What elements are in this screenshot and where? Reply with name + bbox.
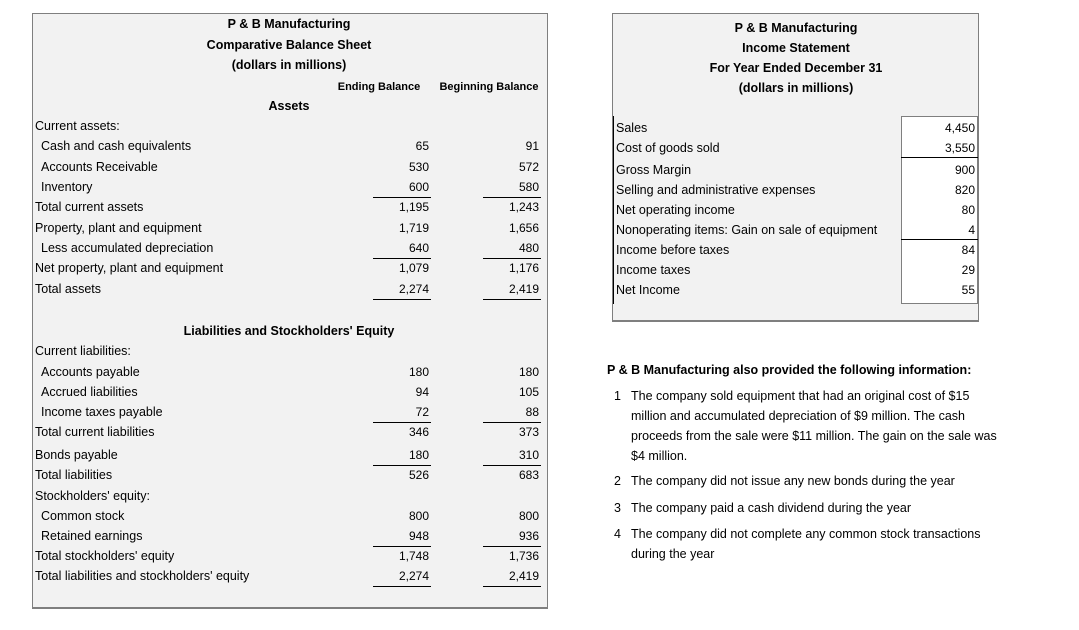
is-row-value: 80 (961, 203, 975, 217)
cell-begin: 2,419 (508, 282, 539, 296)
is-row-value: 4 (968, 223, 975, 237)
is-row-label: Income taxes (616, 263, 691, 277)
is-rule (901, 239, 978, 240)
subtotal-rule (373, 422, 431, 423)
row-label: Total stockholders' equity (35, 549, 175, 563)
subtotal-rule (483, 197, 541, 198)
cell-end: 180 (408, 448, 429, 462)
info-heading: P & B Manufacturing also provided the following information: (607, 363, 972, 377)
info-item-number: 3 (614, 501, 621, 515)
cell-begin: 105 (518, 385, 539, 399)
row-label: Total liabilities (35, 468, 113, 482)
cell-end: 526 (408, 468, 429, 482)
cell-begin: 572 (518, 160, 539, 174)
liabilities-header: Liabilities and Stockholders' Equity (183, 324, 395, 338)
current-liabilities-label: Current liabilities: (35, 344, 131, 358)
subtotal-rule (483, 422, 541, 423)
is-row-value: 820 (954, 183, 975, 197)
row-label: Accrued liabilities (41, 385, 138, 399)
info-item-line: million and accumulated depreciation of $9 million. The cash (631, 409, 965, 423)
info-item-line: The company paid a cash dividend during the year (631, 501, 912, 515)
info-item-line: $4 million. (631, 449, 688, 463)
cell-begin: 580 (518, 180, 539, 194)
row-label: Common stock (41, 509, 125, 523)
cell-begin: 310 (518, 448, 539, 462)
cell-begin: 180 (518, 365, 539, 379)
assets-header: Assets (268, 99, 310, 113)
is-row-value: 29 (961, 263, 975, 277)
info-item-line: proceeds from the sale were $11 million. The gain on the sale was (631, 429, 997, 443)
subtotal-rule (483, 546, 541, 547)
total-rule (373, 586, 431, 587)
bs-units: (dollars in millions) (231, 58, 347, 72)
is-row-label: Net Income (616, 283, 680, 297)
cell-begin: 1,176 (508, 261, 539, 275)
row-label: Accounts Receivable (41, 160, 158, 174)
subtotal-rule (483, 258, 541, 259)
cell-begin: 1,656 (508, 221, 539, 235)
is-label-border (613, 116, 614, 304)
cell-end: 65 (415, 139, 429, 153)
current-assets-label: Current assets: (35, 119, 120, 133)
is-row-label: Net operating income (616, 203, 735, 217)
row-label: Inventory (41, 180, 93, 194)
info-item-line: The company sold equipment that had an original cost of $15 (631, 389, 970, 403)
info-item-line: The company did not complete any common stock transactions (631, 527, 981, 541)
is-row-label: Income before taxes (616, 243, 730, 257)
cell-end: 640 (408, 241, 429, 255)
cell-begin: 91 (525, 139, 539, 153)
row-label: Net property, plant and equipment (35, 261, 224, 275)
is-row-value: 4,450 (944, 121, 975, 135)
is-row-label: Cost of goods sold (616, 141, 720, 155)
is-row-value: 84 (961, 243, 975, 257)
cell-end: 94 (415, 385, 429, 399)
total-rule (483, 586, 541, 587)
subtotal-rule (373, 546, 431, 547)
info-item-line: The company did not issue any new bonds during the year (631, 474, 955, 488)
row-label: Total current liabilities (35, 425, 155, 439)
cell-begin: 373 (518, 425, 539, 439)
cell-begin: 88 (525, 405, 539, 419)
is-row-value: 55 (961, 283, 975, 297)
cell-end: 1,079 (398, 261, 429, 275)
subtotal-rule (373, 197, 431, 198)
row-label: Cash and cash equivalents (41, 139, 192, 153)
cell-begin: 683 (518, 468, 539, 482)
total-rule (373, 299, 431, 300)
is-row-label: Gross Margin (616, 163, 692, 177)
is-subtitle: Income Statement (742, 41, 850, 55)
cell-end: 72 (415, 405, 429, 419)
is-row-value: 3,550 (944, 141, 975, 155)
cell-begin: 2,419 (508, 569, 539, 583)
income-statement-panel (612, 13, 979, 322)
cell-end: 1,195 (398, 200, 429, 214)
stockholders-equity-label: Stockholders' equity: (35, 489, 150, 503)
cell-end: 2,274 (398, 569, 429, 583)
cell-begin: 1,736 (508, 549, 539, 563)
cell-end: 1,719 (398, 221, 429, 235)
cell-end: 530 (408, 160, 429, 174)
info-item-number: 4 (614, 527, 621, 541)
subtotal-rule (373, 258, 431, 259)
info-item-number: 1 (614, 389, 621, 403)
cell-begin: 480 (518, 241, 539, 255)
is-row-label: Selling and administrative expenses (616, 183, 816, 197)
row-label: Total assets (35, 282, 102, 296)
row-label: Less accumulated depreciation (41, 241, 214, 255)
cell-end: 346 (408, 425, 429, 439)
is-period: For Year Ended December 31 (709, 61, 883, 75)
subtotal-rule (483, 465, 541, 466)
cell-end: 600 (408, 180, 429, 194)
is-row-label: Sales (616, 121, 648, 135)
total-rule (483, 299, 541, 300)
cell-end: 180 (408, 365, 429, 379)
cell-end: 800 (408, 509, 429, 523)
row-label: Total current assets (35, 200, 144, 214)
col-header-ending: Ending Balance (337, 81, 421, 93)
balance-sheet-panel (32, 13, 548, 609)
bs-subtitle: Comparative Balance Sheet (206, 38, 372, 52)
row-label: Property, plant and equipment (35, 221, 202, 235)
cell-end: 1,748 (398, 549, 429, 563)
row-label: Retained earnings (41, 529, 143, 543)
row-label: Income taxes payable (41, 405, 163, 419)
bs-title: P & B Manufacturing (227, 17, 351, 31)
row-label: Bonds payable (35, 448, 118, 462)
is-rule (901, 157, 978, 158)
row-label: Accounts payable (41, 365, 140, 379)
is-title: P & B Manufacturing (734, 21, 858, 35)
col-header-beginning: Beginning Balance (439, 81, 539, 93)
cell-begin: 800 (518, 509, 539, 523)
row-label: Total liabilities and stockholders' equity (35, 569, 250, 583)
is-row-label: Nonoperating items: Gain on sale of equipment (616, 223, 878, 237)
cell-end: 948 (408, 529, 429, 543)
cell-begin: 1,243 (508, 200, 539, 214)
is-units: (dollars in millions) (738, 81, 854, 95)
is-row-value: 900 (954, 163, 975, 177)
cell-end: 2,274 (398, 282, 429, 296)
info-item-number: 2 (614, 474, 621, 488)
cell-begin: 936 (518, 529, 539, 543)
info-item-line: during the year (631, 547, 715, 561)
subtotal-rule (373, 465, 431, 466)
